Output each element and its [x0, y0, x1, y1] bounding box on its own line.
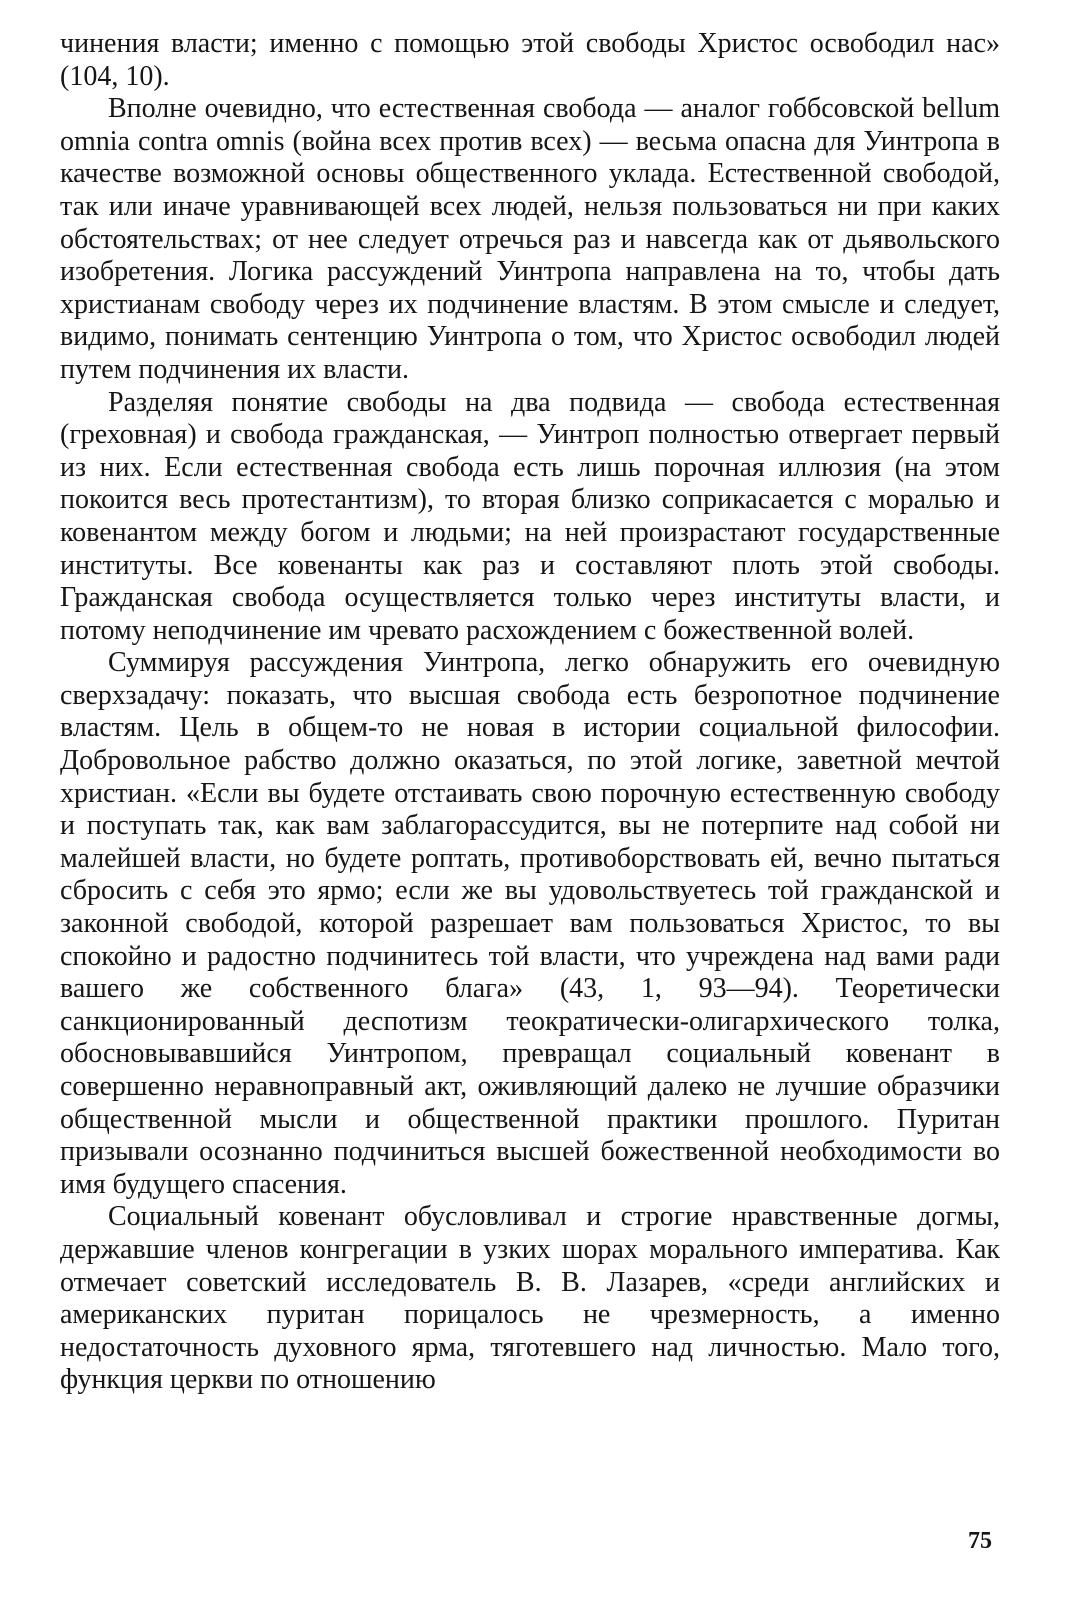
paragraph-summary: Суммируя рассуждения Уинтропа, легко обнаружить его очевидную сверхзадачу: показать, что высшая свобода есть безропотное подчинение властям. Цель в общем-то не новая в истории социальной философии. Добровольное рабство должно оказаться, по этой логике, заветной мечтой христиан. «Если вы будете отстаивать свою порочную естественную свободу и поступать так, как вам заблагорассудится, вы не потерпите над собой ни малейшей власти, но будете роптать, противоборствовать ей, вечно пытаться сбросить с себя это ярмо; если же вы удовольствуетесь той гражданской и законной свободой, которой разрешает вам пользоваться Христос, то вы спокойно и радостно подчинитесь той власти, что учреждена над вами ради вашего же собственного блага» (43, 1, 93—94). Теоретически санкционированный деспотизм теократически-олигархического толка, обосновывавшийся Уинтропом, превращал социальный ковенант в совершенно неравноправный акт, оживляющий далеко не лучшие образчики общественной мысли и общественной практики прошлого. Пуритан призывали осознанно подчиниться высшей божественной необходимости во имя будущего спасения. — [60, 647, 1000, 1200]
paragraph-natural-freedom: Вполне очевидно, что естественная свобода — аналог гоббсовской bellum omnia contra omnis (война всех против всех) — весьма опасна для Уинтропа в качестве возможной основы общественного уклада. Естественной свободой, так или иначе уравнивающей всех людей, нельзя пользоваться ни при каких обстоятельствах; от нее следует отречься раз и навсегда как от дьявольского изобретения. Логика рассуждений Уинтропа направлена на то, чтобы дать христианам свободу через их подчинение властям. В этом смысле и следует, видимо, понимать сентенцию Уинтропа о том, что Христос освободил людей путем подчинения их власти. — [60, 93, 1000, 385]
page-text — [60, 28, 1000, 1397]
paragraph-continuation: чинения власти; именно с помощью этой свободы Христос освободил нас» (104, 10). — [60, 28, 1000, 92]
page-number: 75 — [968, 1528, 992, 1554]
paragraph-two-freedoms: Разделяя понятие свободы на два подвида — свобода естественная (греховная) и свобода гражданская, — Уинтроп полностью отвергает первый из них. Если естественная свобода есть лишь порочная иллюзия (на этом покоится весь протестантизм), то вторая близко соприкасается с моралью и ковенантом между богом и людьми; на ней произрастают государственные институты. Все ковенанты как раз и составляют плоть этой свободы. Гражданская свобода осуществляется только через институты власти, и потому неподчинение им чревато расхождением с божественной волей. — [60, 386, 1000, 646]
paragraph-social-covenant: Социальный ковенант обусловливал и строгие нравственные догмы, державшие членов конгрегации в узких шорах морального императива. Как отмечает советский исследователь В. В. Лазарев, «среди английских и американских пуритан порицалось не чрезмерность, а именно недостаточность духовного ярма, тяготевшего над личностью. Мало того, функция церкви по отношению — [60, 1201, 1000, 1396]
